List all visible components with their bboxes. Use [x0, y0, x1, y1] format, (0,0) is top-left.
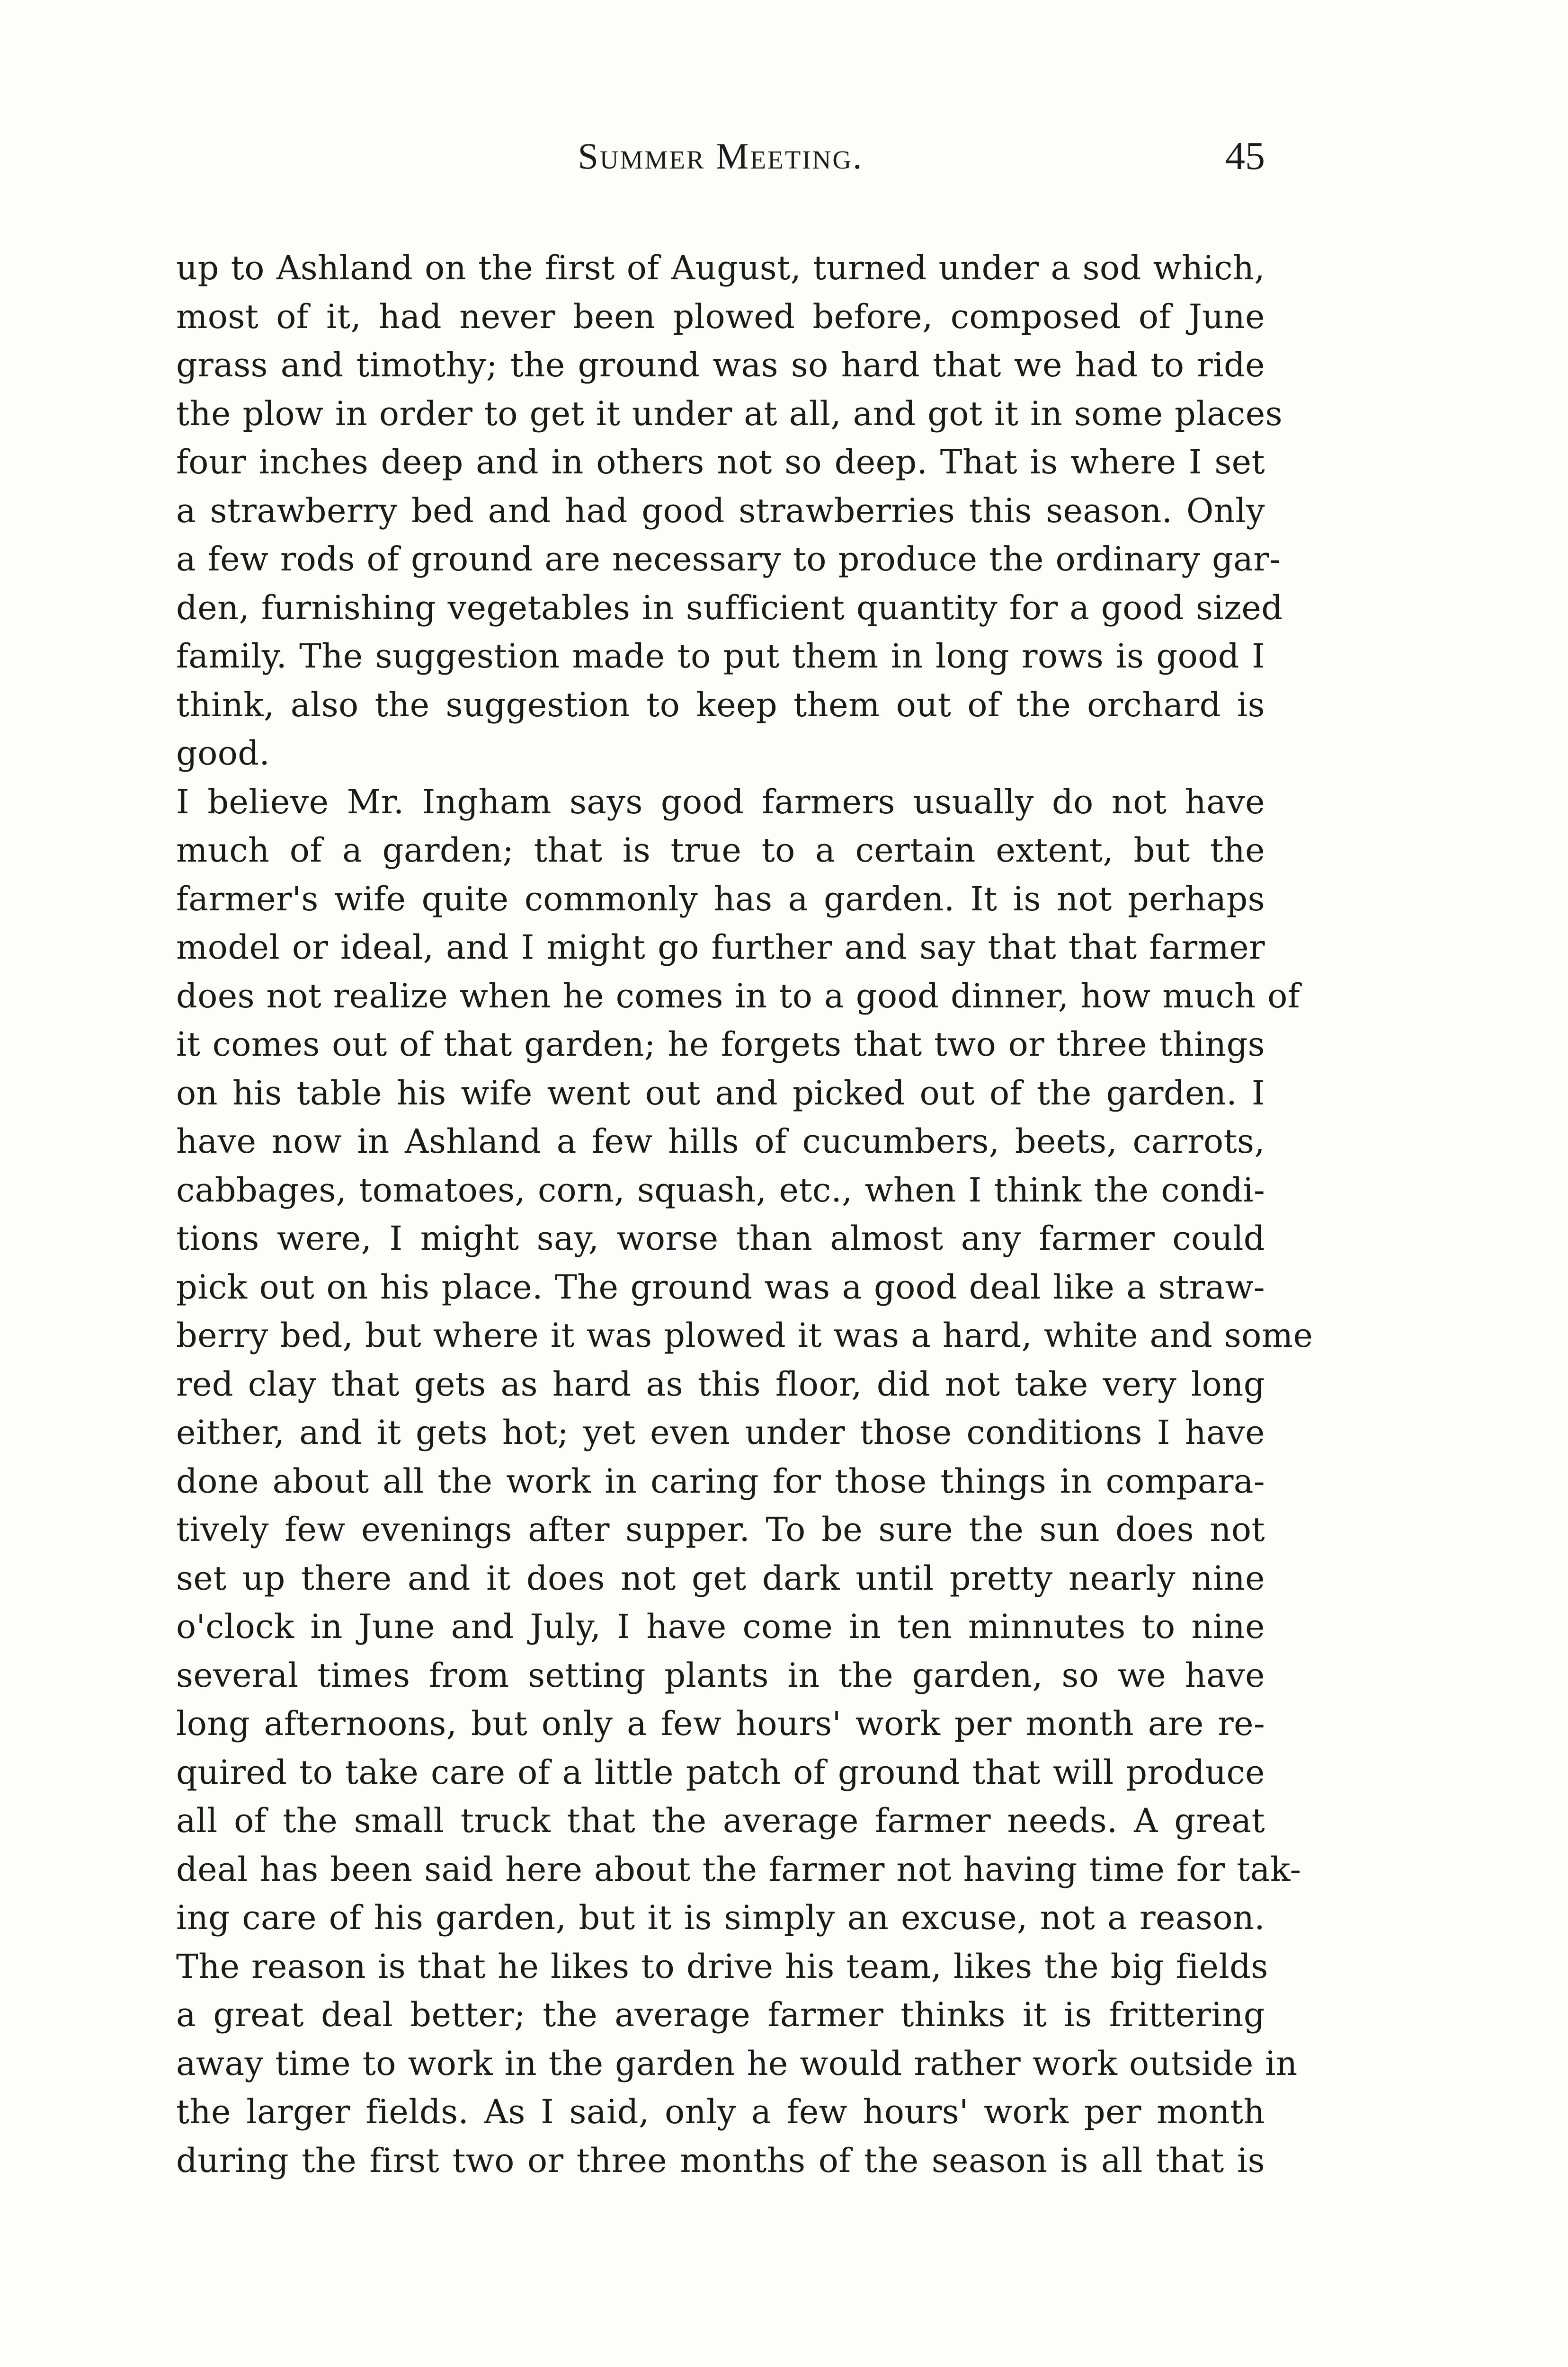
text-line: red clay that gets as hard as this floor, did not take very long: [176, 1364, 1265, 1404]
page-number: 45: [1225, 134, 1265, 178]
text-line: done about all the work in caring for those things in compara-: [176, 1461, 1265, 1501]
text-line: up to Ashland on the first of August, turned under a sod which,: [176, 249, 1265, 287]
text-line: does not realize when he comes in to a good dinner, how much of: [176, 976, 1301, 1015]
text-line-paragraph-end: good.: [176, 734, 270, 773]
text-line: much of a garden; that is true to a certain extent, but the: [176, 831, 1265, 870]
text-line: farmer's wife quite commonly has a garden. It is not perhaps: [176, 879, 1265, 918]
text-line: grass and timothy; the ground was so hard that we had to ride: [176, 346, 1265, 384]
text-line: cabbages, tomatoes, corn, squash, etc., when I think the condi-: [176, 1170, 1265, 1210]
text-line: tions were, I might say, worse than almost any farmer could: [176, 1219, 1265, 1258]
text-line: all of the small truck that the average farmer needs. A great: [176, 1801, 1265, 1840]
text-line: think, also the suggestion to keep them out of the orchard is: [176, 685, 1265, 724]
text-line: a strawberry bed and had good strawberries this season. Only: [176, 491, 1265, 530]
text-line: either, and it gets hot; yet even under those conditions I have: [176, 1413, 1265, 1452]
text-line: four inches deep and in others not so deep. That is where I set: [176, 443, 1265, 481]
running-head: [176, 135, 1265, 187]
text-line: berry bed, but where it was plowed it was a hard, white and some: [176, 1316, 1313, 1355]
text-line: deal has been said here about the farmer not having time for tak-: [176, 1850, 1301, 1889]
text-line: the plow in order to get it under at all, and got it in some places: [176, 394, 1283, 433]
text-line: away time to work in the garden he would rather work outside in: [176, 2044, 1298, 2083]
body-text: [176, 244, 1313, 2185]
text-line: it comes out of that garden; he forgets that two or three things: [176, 1025, 1265, 1064]
text-line: during the first two or three months of the season is all that is: [176, 2141, 1265, 2180]
text-line: most of it, had never been plowed before, composed of June: [176, 297, 1265, 336]
text-line: tively few evenings after supper. To be sure the sun does not: [176, 1510, 1265, 1549]
text-line: have now in Ashland a few hills of cucumbers, beets, carrots,: [176, 1122, 1265, 1161]
text-line: o'clock in June and July, I have come in ten minnutes to nine: [176, 1607, 1265, 1646]
text-line: The reason is that he likes to drive his team, likes the big fields: [176, 1947, 1268, 1986]
text-line: ing care of his garden, but it is simply an excuse, not a reason.: [176, 1898, 1265, 1937]
text-line: on his table his wife went out and picked out of the garden. I: [176, 1073, 1265, 1112]
text-line: a great deal better; the average farmer thinks it is frittering: [176, 1995, 1265, 2034]
text-line: family. The suggestion made to put them in long rows is good I: [176, 637, 1265, 676]
text-line: several times from setting plants in the garden, so we have: [176, 1655, 1265, 1695]
text-line-paragraph-start: I believe Mr. Ingham says good farmers usually do not have: [176, 782, 1265, 821]
text-line: set up there and it does not get dark until pretty nearly nine: [176, 1558, 1265, 1598]
text-line: the larger fields. As I said, only a few hours' work per month: [176, 2092, 1265, 2131]
text-line: quired to take care of a little patch of ground that will produce: [176, 1753, 1265, 1792]
running-title: Summer Meeting.: [578, 135, 864, 177]
text-line: den, furnishing vegetables in sufficient quantity for a good sized: [176, 588, 1283, 627]
text-line: pick out on his place. The ground was a good deal like a straw-: [176, 1267, 1265, 1307]
text-line: long afternoons, but only a few hours' work per month are re-: [176, 1704, 1265, 1743]
text-line: a few rods of ground are necessary to produce the ordinary gar-: [176, 540, 1281, 578]
text-line: model or ideal, and I might go further and say that that farmer: [176, 928, 1265, 967]
